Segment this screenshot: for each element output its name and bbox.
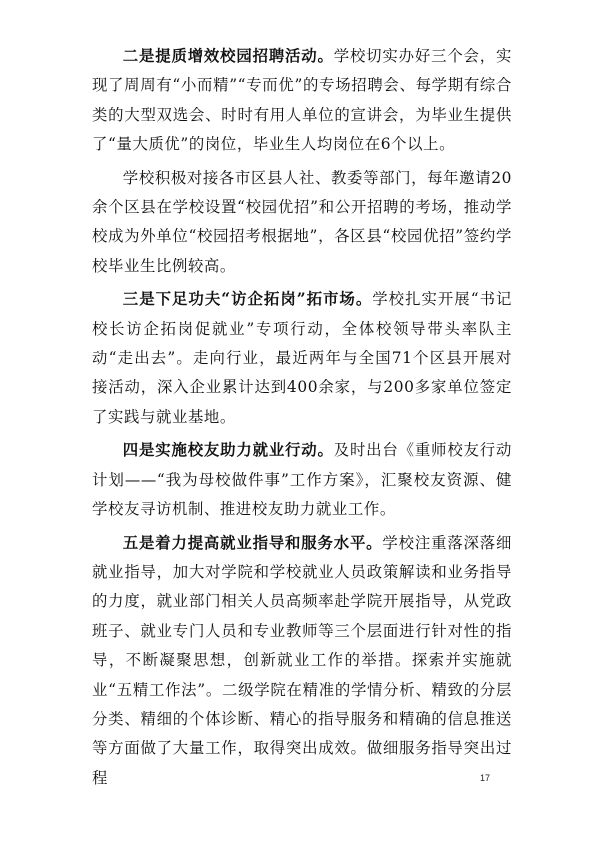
paragraph-alumni-support <box>92 436 512 524</box>
paragraph-text: 学校切实办好三个会，实现了周周有“小而精”“专而优”的专场招聘会、每学期有综合类的大型双选会、时时有用人单位的宣讲会，为毕业生提供了“量大质优”的岗位，毕业生人均岗位在6个以上。 <box>92 47 512 154</box>
paragraph-lead: 四是实施校友助力就业行动。 <box>122 441 334 460</box>
paragraph-company-visits <box>92 285 512 432</box>
paragraph-text: 学校扎实开展“书记校长访企拓岗促就业”专项行动，全体校领导带头率队主动“走出去”。走向行业，最近两年与全国71个区县开展对接活动，深入企业累计达到400余家，与200多家单位签定了实践与就业基地。 <box>92 290 512 426</box>
paragraph-district-cooperation <box>92 164 512 282</box>
paragraph-lead: 二是提质增效校园招聘活动。 <box>122 47 334 65</box>
page-content <box>92 42 512 793</box>
page-number: 17 <box>480 773 491 783</box>
paragraph-campus-recruitment <box>92 42 512 160</box>
paragraph-text: 及时出台《重师校友行动计划——“我为母校做件事”工作方案》，汇聚校友资源、健学校友寻访机制、推进校友助力就业工作。 <box>92 441 512 519</box>
paragraph-text: 学校注重落深落细就业指导，加大对学院和学校就业人员政策解读和业务指导的力度，就业部门相关人员高频率赴学院开展指导，从党政班子、就业专门人员和专业教师等三个层面进行针对性的指导，不断凝聚思想，创新就业工作的举措。探索并实施就业“五精工作法”。二级学院在精准的学情分析、精致的分层分类、精细的个体诊断、精心的指导服务和精确的信息推送等方面做了大量工作，取得突出成效。做细服务指导突出过程 <box>92 533 512 787</box>
paragraph-lead: 五是着力提高就业指导和服务水平。 <box>122 533 383 552</box>
paragraph-employment-guidance <box>92 529 512 794</box>
paragraph-text: 学校积极对接各市区县人社、教委等部门，每年邀请20余个区县在学校设置“校园优招”和公开招聘的考场，推动学校成为外单位“校园招考根据地”，各区县“校园优招”签约学校毕业生比例较高。 <box>92 168 512 275</box>
paragraph-lead: 三是下足功夫“访企拓岗”拓市场。 <box>122 290 373 309</box>
